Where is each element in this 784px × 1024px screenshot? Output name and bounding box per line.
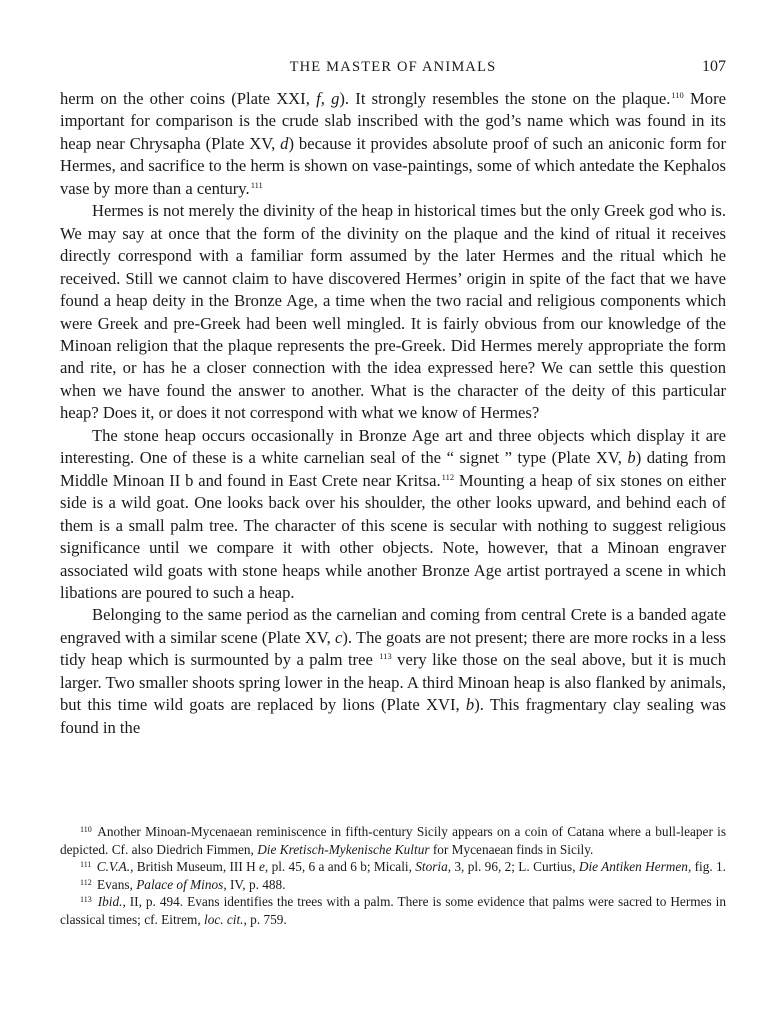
paragraph [60,425,726,605]
text-run: ). It strongly resembles the stone on the plaque. [339,89,671,108]
footnote-number: 110 [80,825,92,834]
footnote-reference[interactable]: 112 [441,471,455,482]
text-run: , British Museum, III H [130,859,260,875]
text-run: ) because it provides absolute proof of such an aniconic form for Hermes, and sacrifice to the herm is shown on vase-paintings, some of which antedate the Kephalos vase by more than a century. [60,133,726,198]
footnote [60,893,726,928]
italic-text: b [627,448,636,468]
body-text [60,88,726,739]
footnote [60,823,726,858]
text-run: Hermes is not merely the divinity of the heap in historical times but the only Greek god who is. We may say at once that the form of the divinity on the plaque and the kind of ritual it receives directly correspond with a familiar form assumed by the later Hermes and the ritual which he received. Still we cannot claim to have discovered Hermes’ origin in spite of the fact that we have found a heap deity in the Bronze Age, a time when the two racial and religious components which were Greek and pre-Greek had been well mingled. It is fairly obvious from our knowledge of the Minoan religion that the plaque represents the pre-Greek. Did Hermes merely appropriate the form and rite, or has he a closer connection with the idea expressed here? We can settle this question when we have found the answer to another. What is the character of the deity of this particular heap? Does it, or does it not correspond with what we know of Hermes? [60,201,726,423]
text-run: , p. 759. [243,911,287,927]
italic-text: C.V.A. [96,859,131,875]
text-run: , IV, p. 488. [223,876,286,892]
italic-text: Die Antiken Hermen [578,859,688,875]
italic-text: f, g [316,89,340,108]
text-run: Another Minoan-Mycenaean reminiscence in fifth-century Sicily appears on a coin of Catana where a bull-leaper is depicted. Cf. also Diedrich Fimmen, [60,824,726,857]
italic-text: e [259,859,265,875]
text-run: The stone heap occurs occasionally in Bronze Age art and three objects which display it are interesting. One of these is a white carnelian seal of the “ signet ” type (Plate XV, [60,425,726,468]
italic-text: c [334,627,343,647]
footnote-number: 112 [80,877,92,887]
text-run: , 3, pl. 96, 2; L. Curtius, [447,859,579,875]
paragraph [60,88,726,200]
text-run: for Mycenaean finds in Sicily. [429,841,594,857]
text-run: ). This fragmentary clay sealing was found in the [60,695,726,737]
footnote [60,876,726,894]
footnotes [60,823,726,929]
footnote-number: 111 [80,860,92,870]
paragraph [60,604,726,739]
text-run: , pl. 45, 6 a and 6 b; Micali, [264,859,416,875]
page-number: 107 [702,58,726,75]
paragraph [60,200,726,425]
italic-text: b [465,695,475,715]
text-run: very like those on the seal above, but it is much larger. Two smaller shoots spring lower in the heap. A third Minoan heap is also flanked by animals, but this time wild goats are replaced by lions (Plate XVI, [60,650,726,715]
footnote-number: 113 [80,895,92,905]
italic-text: Die Kretisch-Mykenische Kultur [257,841,430,857]
text-run: , fig. 1. [687,859,726,875]
text-run: Evans, [97,876,137,892]
page-header [60,56,726,78]
italic-text: loc. cit. [204,911,244,927]
footnote-reference[interactable]: 111 [250,179,263,190]
footnote-reference[interactable]: 110 [671,90,684,100]
italic-text: Ibid. [97,894,123,910]
text-run: More important for comparison is the crude slab inscribed with the god’s name which was found in its heap near Chrysapha (Plate XV, [60,89,726,153]
italic-text: d [280,133,289,153]
text-run: , II, p. 494. Evans identifies the trees with a palm. There is some evidence that palms were sacred to Hermes in classical times; cf. Eitrem, [60,894,726,927]
text-run: Belonging to the same period as the carnelian and coming from central Crete is a banded agate engraved with a similar scene (Plate XV, [60,605,726,647]
footnote-reference[interactable]: 113 [379,651,392,662]
footnote [60,858,726,876]
running-title: THE MASTER OF ANIMALS [289,59,497,75]
text-run: Mounting a heap of six stones on either side is a wild goat. One looks back over his shoulder, the other looks upward, and behind each of them is a small palm tree. The character of this scene is secular with nothing to suggest religious significance until we compare it with other objects. Note, however, that a Minoan engraver associated wild goats with stone heaps while another Bronze Age artist portrayed a scene in which libations are poured to such a heap. [60,470,726,602]
text-run: ) dating from Middle Minoan II b and found in East Crete near Kritsa. [60,448,727,490]
italic-text: Storia [415,859,448,875]
text-run: ). The goats are not present; there are more rocks in a less tidy heap which is surmounted by a palm tree [60,627,726,670]
text-run: herm on the other coins (Plate XXI, [60,89,317,108]
italic-text: Palace of Minos [136,876,224,892]
